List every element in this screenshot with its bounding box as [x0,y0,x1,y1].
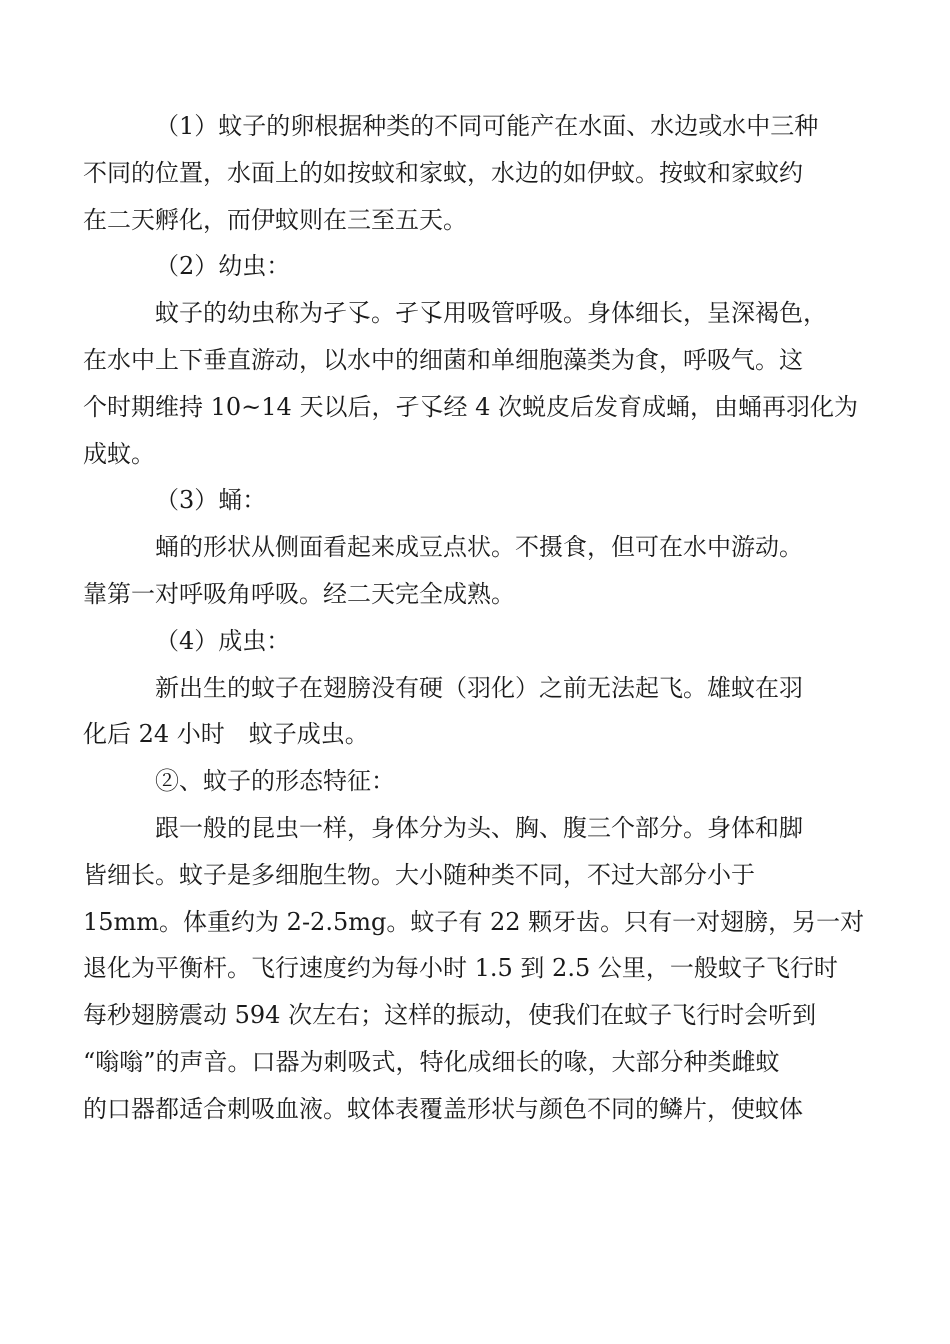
body-text [83,103,873,1133]
section-heading: （3）蛹： [155,486,267,515]
text-line: 退化为平衡杆。飞行速度约为每小时 1.5 到 2.5 公里，一般蚊子飞行时 [83,954,838,983]
text-line: “嗡嗡”的声音。口器为刺吸式，特化成细长的喙，大部分种类雌蚊 [83,1047,780,1076]
text-line: 皆细长。蚊子是多细胞生物。大小随种类不同，不过大部分小于 [83,860,755,889]
text-line: 的口器都适合刺吸血液。蚊体表覆盖形状与颜色不同的鳞片，使蚊体 [83,1094,803,1123]
text-line: （1）蚊子的卵根据种类的不同可能产在水面、水边或水中三种 [155,112,819,140]
text-line: 每秒翅膀震动 594 次左右；这样的振动，使我们在蚊子飞行时会听到 [83,1001,817,1030]
section-heading: （2）幼虫： [155,252,291,281]
text-line: 靠第一对呼吸角呼吸。经二天完全成熟。 [83,579,515,608]
section-heading: ②、蚊子的形态特征： [155,767,395,796]
text-line: 个时期维持 10~14 天以后，孑孓经 4 次蜕皮后发育成蛹，由蛹再羽化为 [83,392,858,421]
text-line: 在水中上下垂直游动，以水中的细菌和单细胞藻类为食，呼吸气。这 [83,345,803,374]
text-line: 成蚊。 [83,439,155,468]
text-line: 化后 24 小时 蚊子成虫。 [83,720,369,749]
text-line: 跟一般的昆虫一样，身体分为头、胸、腹三个部分。身体和脚 [155,813,803,842]
text-line: 新出生的蚊子在翅膀没有硬（羽化）之前无法起飞。雄蚊在羽 [155,673,803,702]
text-line: 蛹的形状从侧面看起来成豆点状。不摄食，但可在水中游动。 [155,533,803,562]
text-line: 蚊子的幼虫称为孑孓。孑孓用吸管呼吸。身体细长，呈深褐色， [155,299,827,328]
text-line: 15mm。体重约为 2-2.5mg。蚊子有 22 颗牙齿。只有一对翅膀，另一对 [83,907,865,936]
section-heading: （4）成虫： [155,626,291,655]
text-line: 不同的位置，水面上的如按蚊和家蚊，水边的如伊蚊。按蚊和家蚊约 [83,158,803,187]
text-line: 在二天孵化，而伊蚊则在三至五天。 [83,205,467,234]
